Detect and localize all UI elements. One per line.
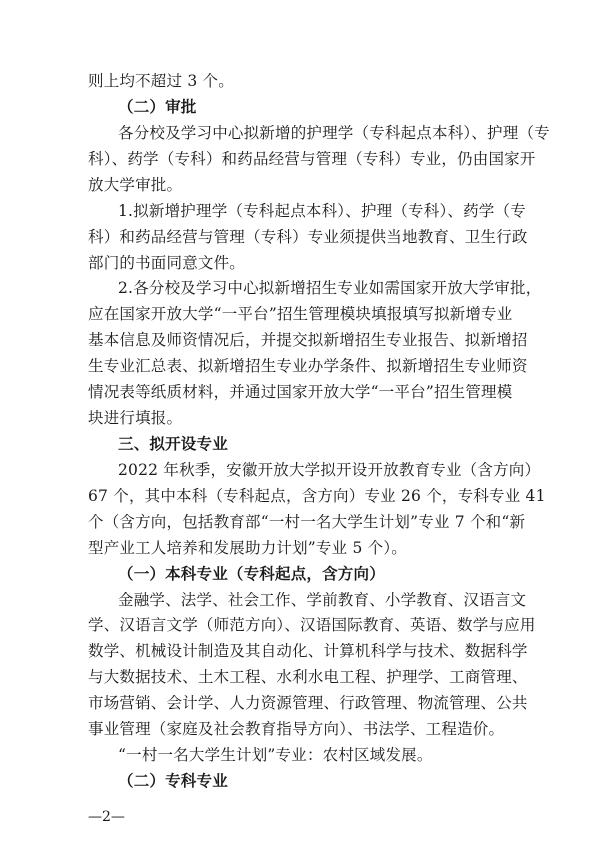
text-line: 事业管理（家庭及社会教育指导方向）、书法学、工程造价。 <box>88 720 505 739</box>
text-line: 应在国家开放大学“一平台”招生管理模块填报填写拟新增专业 <box>88 305 513 324</box>
text-line: 数学、机械设计制造及其自动化、计算机科学与技术、数据科学 <box>88 642 528 661</box>
text-line: 部门的书面同意文件。 <box>88 253 246 272</box>
section-heading-majors: 三、拟开设专业 <box>118 434 228 453</box>
text-line: 2022 年秋季，安徽开放大学拟开设开放教育专业（含方向） <box>118 460 541 479</box>
page-number: —2— <box>88 809 125 825</box>
text-line: 2.各分校及学习中心拟新增招生专业如需国家开放大学审批， <box>118 279 542 298</box>
text-line: 则上均不超过 3 个。 <box>88 72 234 90</box>
text-line: 1.拟新增护理学（专科起点本科）、护理（专科）、药学（专 <box>118 201 526 220</box>
text-line: 块进行填报。 <box>88 409 183 427</box>
text-line: 学、汉语言文学（师范方向）、汉语国际教育、英语、数学与应用 <box>88 616 536 635</box>
text-line: “一村一名大学生计划”专业：农村区域发展。 <box>118 746 433 765</box>
text-line: 放大学审批。 <box>88 175 183 194</box>
text-line: 与大数据技术、土木工程、水利水电工程、护理学、工商管理、 <box>88 668 528 687</box>
text-line: 型产业工人培养和发展助力计划”专业 5 个）。 <box>88 538 407 557</box>
text-line: 科）、药学（专科）和药品经营与管理（专科）专业，仍由国家开 <box>88 149 536 168</box>
section-heading-approval: （二）审批 <box>118 96 197 116</box>
text-line: 个（含方向，包括教育部“一村一名大学生计划”专业 7 个和“新 <box>88 512 526 531</box>
text-line: 情况表等纸质材料，并通过国家开放大学“一平台”招生管理模 <box>88 383 513 402</box>
text-line: 生专业汇总表、拟新增招生专业办学条件、拟新增招生专业师资 <box>88 357 528 376</box>
section-heading-junior-college: （二）专科专业 <box>118 771 228 790</box>
text-line: 科）和药品经营与管理（专科）专业须提供当地教育、卫生行政 <box>88 227 528 246</box>
text-line: 67 个，其中本科（专科起点，含方向）专业 26 个，专科专业 41 <box>88 486 546 505</box>
section-heading-undergraduate: （一）本科专业（专科起点，含方向） <box>118 563 385 583</box>
text-line: 各分校及学习中心拟新增的护理学（专科起点本科）、护理（专 <box>118 123 550 142</box>
text-line: 市场营销、会计学、人力资源管理、行政管理、物流管理、公共 <box>88 694 528 713</box>
text-line: 金融学、法学、社会工作、学前教育、小学教育、汉语言文 <box>118 590 527 609</box>
text-line: 基本信息及师资情况后，并提交拟新增招生专业报告、拟新增招 <box>88 331 528 350</box>
